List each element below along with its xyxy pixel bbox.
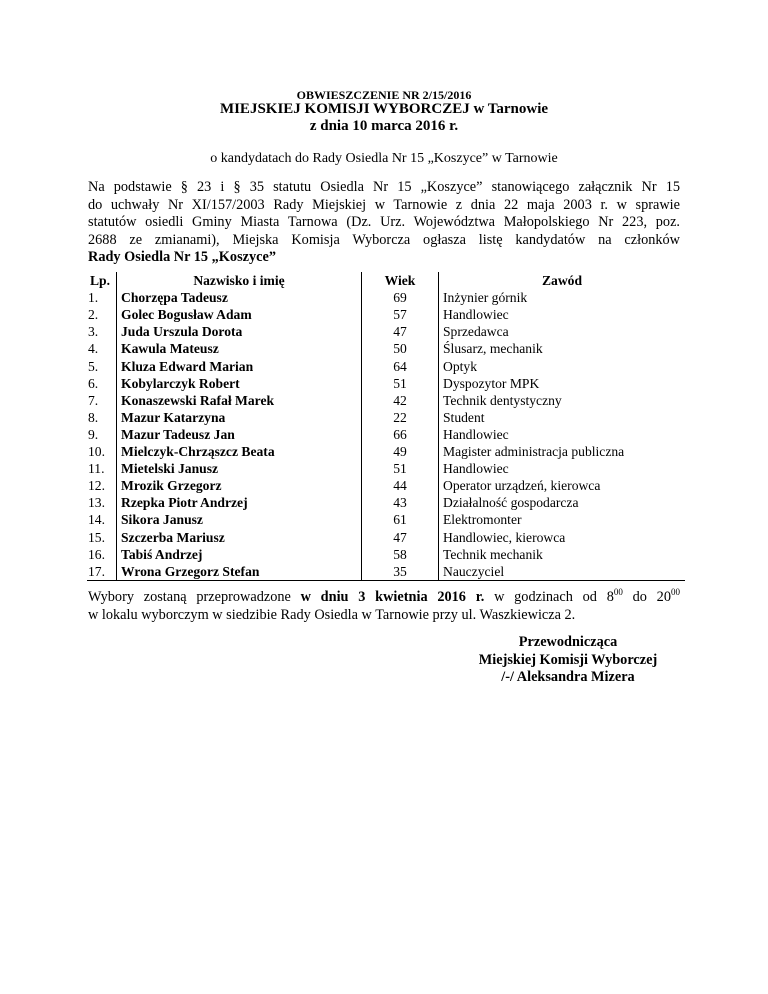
election-location: w lokalu wyborczym w siedzibie Rady Osiedla w Tarnowie przy ul. Waszkiewicza 2. xyxy=(88,606,576,623)
row-occupation: Inżynier górnik xyxy=(443,290,528,306)
table-row xyxy=(87,443,685,460)
row-lp: 2. xyxy=(87,306,117,323)
row-name: Mielczyk-Chrząszcz Beata xyxy=(117,443,362,460)
row-lp: 9. xyxy=(87,426,117,443)
row-occupation: Ślusarz, mechanik xyxy=(443,341,543,357)
row-age: 51 xyxy=(362,460,439,477)
election-line xyxy=(88,589,680,607)
row-lp: 15. xyxy=(87,528,117,545)
row-occupation: Handlowiec xyxy=(443,461,509,477)
row-name: Mrozik Grzegorz xyxy=(117,477,362,494)
row-lp: 3. xyxy=(87,323,117,340)
header-name: Nazwisko i imię xyxy=(117,272,362,289)
row-name: Mazur Tadeusz Jan xyxy=(117,426,362,443)
row-age: 51 xyxy=(362,375,439,392)
row-lp: 13. xyxy=(87,494,117,511)
row-age: 49 xyxy=(362,443,439,460)
table-row xyxy=(87,546,685,563)
row-age: 47 xyxy=(362,528,439,545)
candidates-body xyxy=(87,289,685,580)
table-row xyxy=(87,409,685,426)
hour-from-minutes: 00 xyxy=(613,587,623,597)
table-row xyxy=(87,511,685,528)
notice-date: z dnia 10 marca 2016 r. xyxy=(309,118,459,134)
intro-line: 2688 ze zmianami), Miejska Komisja Wyborcza ogłasza listę kandydatów na członków xyxy=(88,231,680,248)
row-lp: 1. xyxy=(87,289,117,306)
candidates-table xyxy=(87,272,685,581)
election-hours-to: do 20 xyxy=(622,589,671,605)
row-name: Mietelski Janusz xyxy=(117,460,362,477)
table-row xyxy=(87,426,685,443)
notice-subject: o kandydatach do Rady Osiedla Nr 15 „Koszyce” w Tarnowie xyxy=(210,151,558,166)
row-occupation: Sprzedawca xyxy=(443,324,509,340)
row-occupation: Technik dentystyczny xyxy=(443,392,562,408)
table-row xyxy=(87,323,685,340)
row-age: 57 xyxy=(362,306,439,323)
row-age: 58 xyxy=(362,546,439,563)
table-row xyxy=(87,528,685,545)
table-row xyxy=(87,563,685,581)
table-row xyxy=(87,357,685,374)
row-lp: 12. xyxy=(87,477,117,494)
row-lp: 5. xyxy=(87,357,117,374)
header-occupation: Zawód xyxy=(541,273,583,289)
row-lp: 11. xyxy=(87,460,117,477)
intro-line: do uchwały Nr XI/157/2003 Rady Miejskiej w Tarnowie z dnia 22 maja 2003 r. w sprawie xyxy=(88,196,680,213)
row-occupation: Nauczyciel xyxy=(439,563,686,581)
row-age: 47 xyxy=(362,323,439,340)
signature-name: /-/ Aleksandra Mizera xyxy=(501,669,635,685)
row-age: 22 xyxy=(362,409,439,426)
table-row xyxy=(87,392,685,409)
row-name: Mazur Katarzyna xyxy=(117,409,362,426)
row-age: 66 xyxy=(362,426,439,443)
intro-line: Na podstawie § 23 i § 35 statutu Osiedla Nr 15 „Koszyce” stanowiącego załącznik Nr 15 xyxy=(88,179,680,195)
row-age: 43 xyxy=(362,494,439,511)
row-name: Rzepka Piotr Andrzej xyxy=(117,494,362,511)
row-occupation: Handlowiec xyxy=(443,307,509,323)
signature-role: Przewodnicząca xyxy=(518,634,618,650)
table-row xyxy=(87,477,685,494)
row-age: 44 xyxy=(362,477,439,494)
row-lp: 10. xyxy=(87,443,117,460)
row-lp: 6. xyxy=(87,375,117,392)
row-lp: 8. xyxy=(87,409,117,426)
row-name: Golec Bogusław Adam xyxy=(117,306,362,323)
row-lp: 16. xyxy=(87,546,117,563)
signature-body: Miejskiej Komisji Wyborczej xyxy=(478,651,658,668)
row-age: 50 xyxy=(362,340,439,357)
notice-number: OBWIESZCZENIE NR 2/15/2016 xyxy=(296,88,472,102)
row-name: Juda Urszula Dorota xyxy=(117,323,362,340)
intro-line-council: Rady Osiedla Nr 15 „Koszyce” xyxy=(88,249,276,265)
row-occupation: Działalność gospodarcza xyxy=(443,495,579,511)
intro-paragraph xyxy=(88,179,680,267)
election-date: w dniu 3 kwietnia 2016 r. xyxy=(300,589,485,605)
commission-name: MIEJSKIEJ KOMISJI WYBORCZEJ w Tarnowie xyxy=(219,101,549,117)
row-occupation: Technik mechanik xyxy=(443,546,543,562)
row-age: 61 xyxy=(362,511,439,528)
signature-block xyxy=(448,634,688,687)
hour-to-minutes: 00 xyxy=(670,587,680,597)
row-occupation: Magister administracja publiczna xyxy=(443,444,625,460)
row-name: Tabiś Andrzej xyxy=(117,546,362,563)
row-age: 42 xyxy=(362,392,439,409)
row-lp: 4. xyxy=(87,340,117,357)
row-name: Wrona Grzegorz Stefan xyxy=(117,563,362,581)
row-age: 64 xyxy=(362,357,439,374)
row-occupation: Operator urządzeń, kierowca xyxy=(443,478,601,494)
table-row xyxy=(87,340,685,357)
table-row xyxy=(87,289,685,306)
row-lp: 7. xyxy=(87,392,117,409)
intro-line: statutów osiedli Gminy Miasta Tarnowa (Dz. Urz. Województwa Małopolskiego Nr 223, poz. xyxy=(88,214,680,230)
table-header-row xyxy=(87,272,685,289)
header-lp: Lp. xyxy=(87,272,117,289)
election-paragraph xyxy=(88,589,680,624)
row-name: Kluza Edward Marian xyxy=(117,357,362,374)
row-name: Kawula Mateusz xyxy=(117,340,362,357)
row-name: Kobylarczyk Robert xyxy=(117,375,362,392)
table-row xyxy=(87,306,685,323)
row-age: 69 xyxy=(362,289,439,306)
table-row xyxy=(87,375,685,392)
row-occupation: Student xyxy=(443,409,485,425)
row-name: Konaszewski Rafał Marek xyxy=(117,392,362,409)
row-name: Sikora Janusz xyxy=(117,511,362,528)
row-lp: 17. xyxy=(87,563,117,581)
row-name: Szczerba Mariusz xyxy=(117,528,362,545)
table-row xyxy=(87,494,685,511)
header-age: Wiek xyxy=(362,272,439,289)
election-text: Wybory zostaną przeprowadzone xyxy=(88,589,301,605)
row-occupation: Optyk xyxy=(443,358,477,374)
table-row xyxy=(87,460,685,477)
row-age: 35 xyxy=(362,563,439,581)
election-hours-from: w godzinach od 8 xyxy=(484,589,614,605)
row-occupation: Elektromonter xyxy=(443,512,522,528)
row-occupation: Handlowiec, kierowca xyxy=(443,529,566,545)
row-lp: 14. xyxy=(87,511,117,528)
row-occupation: Handlowiec xyxy=(443,426,509,442)
row-occupation: Dyspozytor MPK xyxy=(443,375,540,391)
row-name: Chorzępa Tadeusz xyxy=(117,289,362,306)
